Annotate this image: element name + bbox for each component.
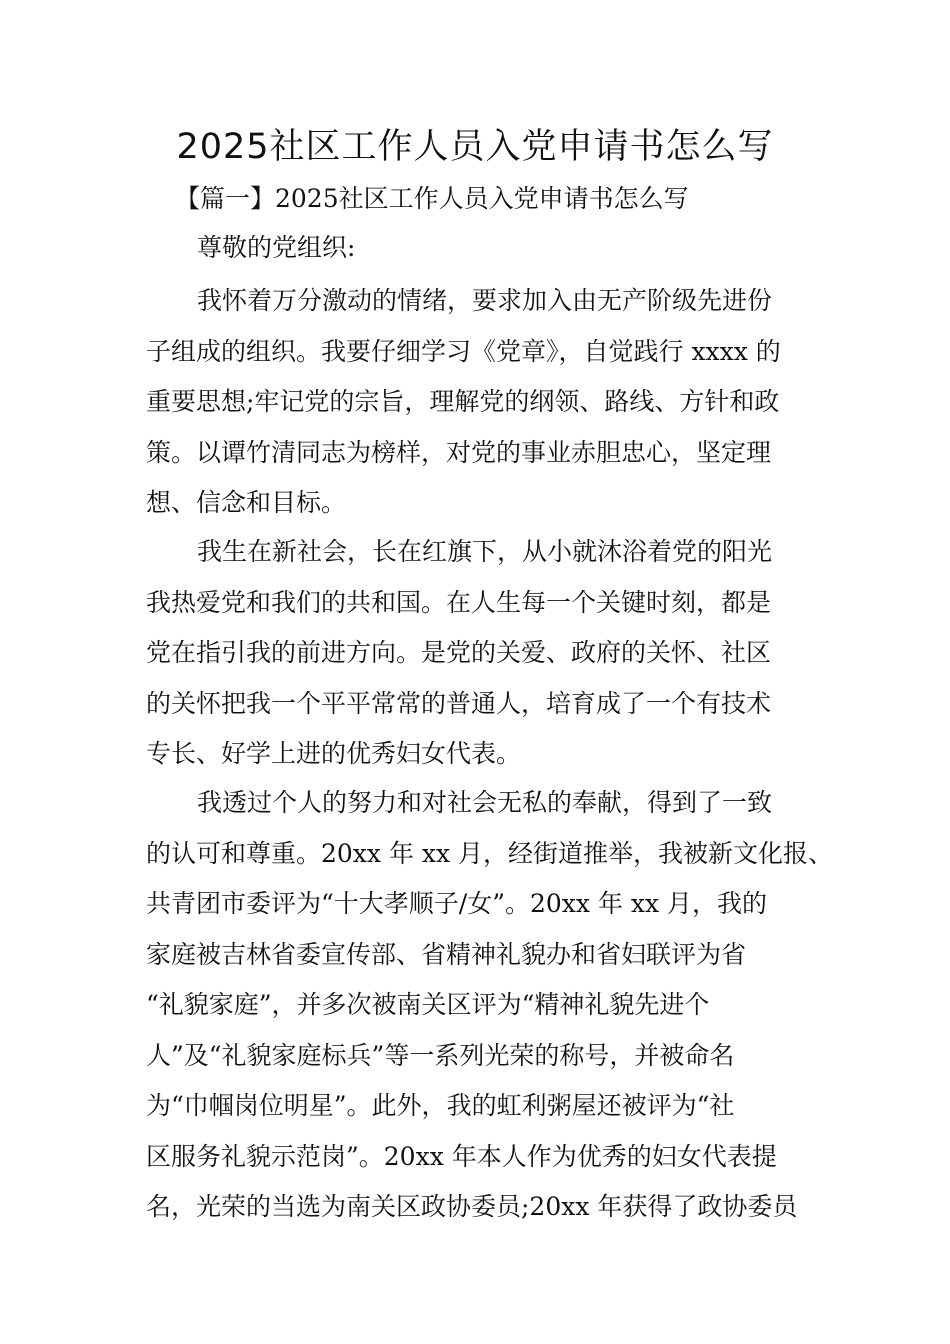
paragraph-line: 策。以谭竹清同志为榜样，对党的事业赤胆忠心，坚定理 bbox=[146, 437, 772, 467]
paragraph-1 bbox=[146, 276, 810, 529]
paragraph-line: 我生在新社会，长在红旗下，从小就沐浴着党的阳光 bbox=[197, 537, 773, 566]
section-heading: 【篇一】2025社区工作人员入党申请书怎么写 bbox=[175, 184, 689, 213]
paragraph-line: 子组成的组织。我要仔细学习《党章》，自觉践行 xxxx 的 bbox=[146, 336, 781, 366]
paragraph-line: 名，光荣的当选为南关区政协委员;20xx 年获得了政协委员 bbox=[146, 1192, 798, 1221]
paragraph-line: 重要思想;牢记党的宗旨，理解党的纲领、路线、方针和政 bbox=[146, 387, 780, 416]
paragraph-line: 我怀着万分激动的情绪，要求加入由无产阶级先进份 bbox=[197, 286, 773, 315]
paragraph-line: 区服务礼貌示范岗”。20xx 年本人作为优秀的妇女代表提 bbox=[146, 1141, 777, 1171]
paragraph-line: 人”及“礼貌家庭标兵”等一系列光荣的称号，并被命名 bbox=[146, 1040, 735, 1070]
paragraph-line: 为“巾帼岗位明星”。此外，我的虹利粥屋还被评为“社 bbox=[146, 1091, 735, 1120]
paragraph-line: 党在指引我的前进方向。是党的关爱、政府的关怀、社区 bbox=[146, 638, 772, 667]
paragraph-line: 的认可和尊重。20xx 年 xx 月，经街道推举，我被新文化报、 bbox=[146, 838, 834, 868]
document-title: 2025社区工作人员入党申请书怎么写 bbox=[176, 127, 774, 167]
paragraph-3 bbox=[146, 778, 834, 1233]
paragraph-line: 我热爱党和我们的共和国。在人生每一个关键时刻，都是 bbox=[146, 587, 772, 617]
paragraph-line: 想、信念和目标。 bbox=[146, 488, 347, 517]
paragraph-line: “礼貌家庭”，并多次被南关区评为“精神礼貌先进个 bbox=[146, 990, 710, 1019]
paragraph-line: 共青团市委评为“十大孝顺子/女”。20xx 年 xx 月，我的 bbox=[146, 889, 768, 918]
paragraph-line: 的关怀把我一个平平常常的普通人，培育成了一个有技术 bbox=[146, 688, 772, 718]
paragraph-line: 专长、好学上进的优秀妇女代表。 bbox=[146, 739, 522, 768]
paragraph-line: 家庭被吉林省委宣传部、省精神礼貌办和省妇联评为省 bbox=[146, 939, 747, 969]
paragraph-2 bbox=[146, 527, 810, 780]
paragraph-line: 我透过个人的努力和对社会无私的奉献，得到了一致 bbox=[197, 788, 773, 817]
salutation: 尊敬的党组织: bbox=[197, 233, 356, 262]
